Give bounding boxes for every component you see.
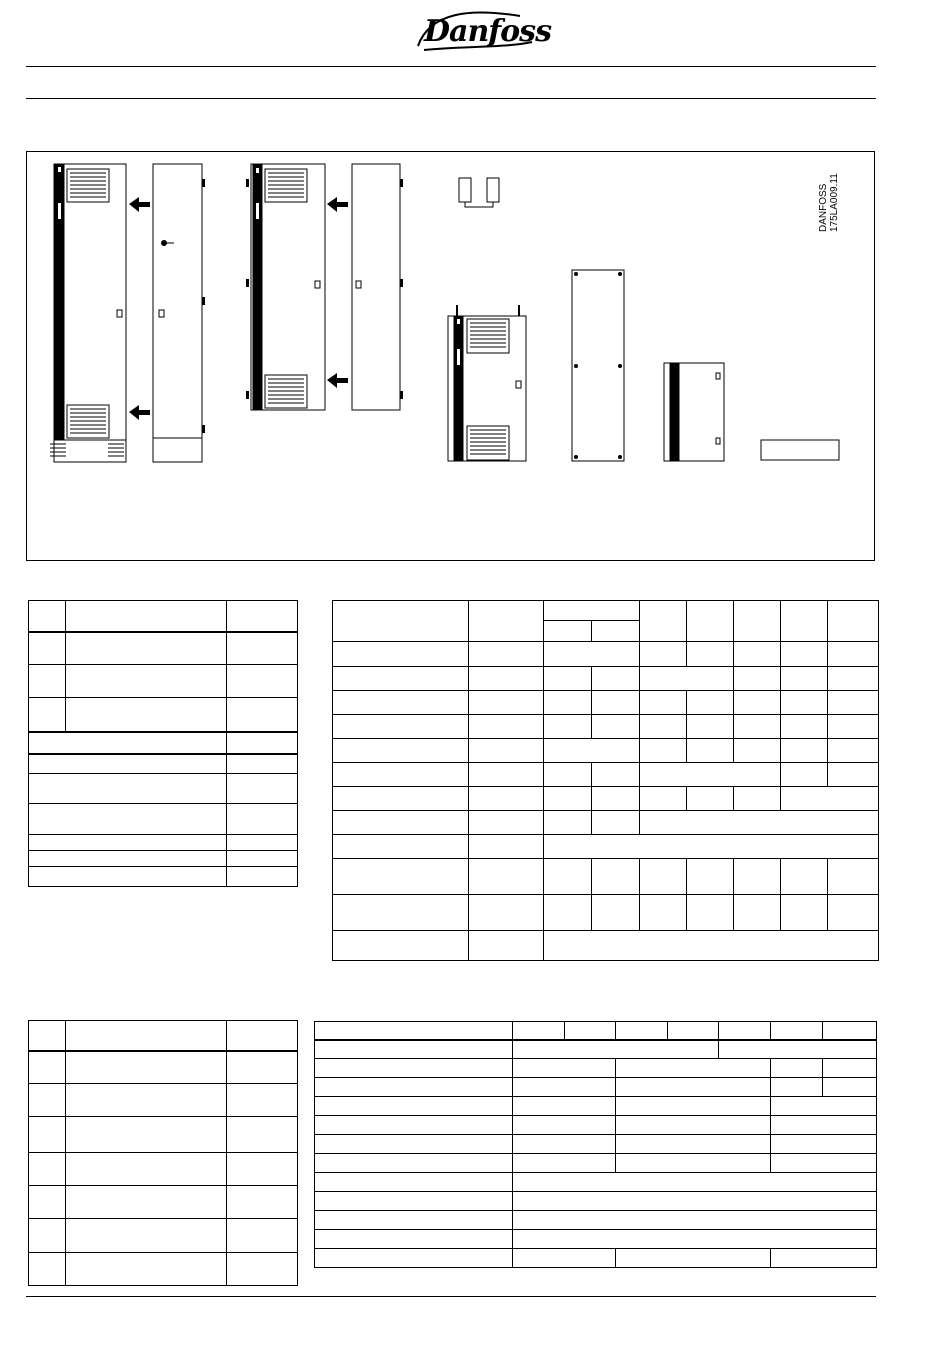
table-cell	[333, 642, 469, 667]
table-cell	[469, 811, 544, 835]
table-cell	[315, 1022, 513, 1040]
table-cell	[640, 715, 687, 739]
table-cell	[29, 804, 227, 835]
table-cell	[29, 1084, 66, 1117]
table-cell	[29, 1153, 66, 1186]
table-cell	[513, 1022, 565, 1040]
table-cell	[640, 691, 687, 715]
table-cell	[66, 1117, 227, 1153]
table-cell	[592, 859, 640, 895]
header-rule-top	[26, 66, 876, 67]
product-drawings	[26, 151, 875, 561]
table-cell	[469, 859, 544, 895]
table-cell	[29, 1021, 66, 1051]
table-cell	[333, 715, 469, 739]
table-cell	[771, 1078, 823, 1097]
table-cell	[734, 895, 781, 931]
parts-table-4	[314, 1021, 877, 1268]
table-cell	[29, 1219, 66, 1253]
table-cell	[66, 601, 227, 632]
table-cell	[29, 1051, 66, 1084]
table-cell	[781, 895, 828, 931]
table-cell	[544, 835, 879, 859]
table-cell	[781, 642, 828, 667]
footer-rule	[26, 1296, 876, 1297]
table-cell	[823, 1022, 877, 1040]
table-cell	[592, 763, 640, 787]
table-cell	[227, 754, 298, 774]
table-cell	[29, 774, 227, 804]
table-cell	[29, 698, 66, 732]
table-cell	[227, 1084, 298, 1117]
table-cell	[315, 1059, 513, 1078]
table-cell	[227, 1117, 298, 1153]
table-cell	[513, 1230, 877, 1249]
table-cell	[687, 691, 734, 715]
table-cell	[640, 642, 687, 667]
table-cell	[66, 1186, 227, 1219]
table-cell	[333, 691, 469, 715]
table-cell	[734, 787, 781, 811]
table-cell	[333, 859, 469, 895]
table-cell	[227, 835, 298, 851]
table-cell	[66, 1051, 227, 1084]
table-cell	[734, 601, 781, 642]
table-cell	[828, 859, 879, 895]
table-cell	[227, 632, 298, 665]
table-cell	[29, 867, 227, 887]
table-cell	[315, 1211, 513, 1230]
table-cell	[66, 1219, 227, 1253]
table-cell	[315, 1249, 513, 1268]
table-cell	[315, 1040, 513, 1059]
table-cell	[687, 859, 734, 895]
table-cell	[227, 867, 298, 887]
table-cell	[66, 632, 227, 665]
table-cell	[544, 739, 640, 763]
table-cell	[687, 642, 734, 667]
table-cell	[513, 1249, 616, 1268]
table-cell	[513, 1135, 616, 1154]
table-cell	[227, 1051, 298, 1084]
table-cell	[66, 1021, 227, 1051]
table-cell	[333, 667, 469, 691]
table-cell	[469, 691, 544, 715]
table-cell	[227, 851, 298, 867]
table-cell	[544, 601, 640, 621]
table-cell	[227, 1219, 298, 1253]
table-cell	[592, 621, 640, 642]
table-cell	[315, 1173, 513, 1192]
table-cell	[29, 835, 227, 851]
table-cell	[29, 601, 66, 632]
table-cell	[544, 691, 592, 715]
table-cell	[544, 895, 592, 931]
table-cell	[616, 1078, 771, 1097]
table-cell	[227, 601, 298, 632]
parts-table-3	[28, 1020, 298, 1286]
table-cell	[333, 835, 469, 859]
header-rule-bottom	[26, 98, 876, 99]
table-cell	[828, 739, 879, 763]
table-cell	[469, 835, 544, 859]
table-cell	[29, 754, 227, 774]
table-cell	[823, 1078, 877, 1097]
table-cell	[616, 1097, 771, 1116]
table-cell	[469, 601, 544, 642]
table-cell	[513, 1192, 877, 1211]
table-cell	[781, 859, 828, 895]
table-cell	[469, 931, 544, 961]
table-cell	[333, 763, 469, 787]
table-cell	[333, 739, 469, 763]
table-cell	[544, 763, 592, 787]
table-cell	[640, 667, 734, 691]
table-cell	[781, 739, 828, 763]
table-cell	[592, 787, 640, 811]
table-cell	[828, 691, 879, 715]
parts-table-2	[332, 600, 879, 961]
table-cell	[66, 1084, 227, 1117]
table-cell	[315, 1192, 513, 1211]
table-cell	[616, 1116, 771, 1135]
table-cell	[565, 1022, 616, 1040]
table-cell	[781, 787, 879, 811]
table-cell	[333, 787, 469, 811]
table-cell	[828, 642, 879, 667]
table-cell	[592, 715, 640, 739]
table-cell	[592, 667, 640, 691]
table-cell	[227, 1153, 298, 1186]
table-cell	[771, 1059, 823, 1078]
logo-wordmark: Danfoss	[424, 14, 551, 49]
table-cell	[513, 1097, 616, 1116]
table-cell	[315, 1116, 513, 1135]
table-cell	[469, 667, 544, 691]
table-cell	[734, 691, 781, 715]
table-cell	[29, 665, 66, 698]
table-cell	[544, 715, 592, 739]
table-cell	[29, 1186, 66, 1219]
table-cell	[640, 601, 687, 642]
table-cell	[771, 1154, 877, 1173]
table-cell	[781, 667, 828, 691]
table-cell	[719, 1040, 877, 1059]
table-cell	[544, 787, 592, 811]
table-cell	[544, 931, 879, 961]
table-cell	[227, 774, 298, 804]
table-cell	[734, 859, 781, 895]
table-cell	[513, 1059, 616, 1078]
table-cell	[227, 732, 298, 754]
table-cell	[687, 601, 734, 642]
danfoss-logo	[410, 6, 551, 54]
table-cell	[734, 715, 781, 739]
table-cell	[781, 715, 828, 739]
table-cell	[616, 1249, 771, 1268]
table-cell	[771, 1135, 877, 1154]
table-cell	[687, 715, 734, 739]
table-cell	[315, 1154, 513, 1173]
table-cell	[687, 739, 734, 763]
table-cell	[29, 851, 227, 867]
table-cell	[513, 1211, 877, 1230]
table-cell	[640, 895, 687, 931]
table-cell	[781, 763, 828, 787]
table-cell	[66, 1153, 227, 1186]
table-cell	[333, 601, 469, 642]
table-cell	[771, 1249, 877, 1268]
table-cell	[513, 1040, 719, 1059]
table-cell	[544, 859, 592, 895]
table-cell	[227, 698, 298, 732]
table-cell	[592, 895, 640, 931]
table-cell	[513, 1173, 877, 1192]
table-cell	[592, 691, 640, 715]
table-cell	[616, 1154, 771, 1173]
table-cell	[469, 763, 544, 787]
table-cell	[719, 1022, 771, 1040]
table-cell	[544, 811, 592, 835]
table-cell	[616, 1022, 668, 1040]
table-cell	[828, 715, 879, 739]
table-cell	[227, 804, 298, 835]
table-cell	[29, 732, 227, 754]
table-cell	[668, 1022, 719, 1040]
table-cell	[469, 895, 544, 931]
table-cell	[29, 1253, 66, 1286]
table-cell	[640, 787, 687, 811]
table-cell	[640, 859, 687, 895]
table-cell	[544, 621, 592, 642]
table-cell	[781, 691, 828, 715]
table-cell	[513, 1078, 616, 1097]
table-cell	[734, 642, 781, 667]
table-cell	[469, 642, 544, 667]
table-cell	[781, 601, 828, 642]
table-cell	[469, 715, 544, 739]
table-cell	[315, 1097, 513, 1116]
table-cell	[771, 1116, 877, 1135]
table-cell	[227, 1253, 298, 1286]
table-cell	[828, 667, 879, 691]
table-cell	[828, 601, 879, 642]
table-cell	[29, 632, 66, 665]
table-cell	[315, 1230, 513, 1249]
table-cell	[640, 811, 879, 835]
table-cell	[823, 1059, 877, 1078]
table-cell	[828, 895, 879, 931]
table-cell	[640, 739, 687, 763]
parts-table-1	[28, 600, 298, 887]
table-cell	[333, 811, 469, 835]
table-cell	[333, 931, 469, 961]
table-cell	[616, 1059, 771, 1078]
table-cell	[771, 1022, 823, 1040]
table-cell	[544, 642, 640, 667]
table-cell	[640, 763, 781, 787]
table-cell	[592, 811, 640, 835]
table-cell	[513, 1154, 616, 1173]
table-cell	[734, 739, 781, 763]
table-cell	[315, 1135, 513, 1154]
table-cell	[66, 1253, 227, 1286]
drawing-code: DANFOSS 175LA009.11	[818, 173, 840, 232]
table-cell	[227, 1186, 298, 1219]
table-cell	[315, 1078, 513, 1097]
table-cell	[333, 895, 469, 931]
table-cell	[469, 739, 544, 763]
table-cell	[66, 665, 227, 698]
table-cell	[29, 1117, 66, 1153]
table-cell	[227, 665, 298, 698]
table-cell	[687, 895, 734, 931]
table-cell	[544, 667, 592, 691]
table-cell	[828, 763, 879, 787]
table-cell	[513, 1116, 616, 1135]
table-cell	[734, 667, 781, 691]
table-cell	[227, 1021, 298, 1051]
table-cell	[687, 787, 734, 811]
table-cell	[66, 698, 227, 732]
table-cell	[616, 1135, 771, 1154]
table-cell	[771, 1097, 877, 1116]
table-cell	[469, 787, 544, 811]
